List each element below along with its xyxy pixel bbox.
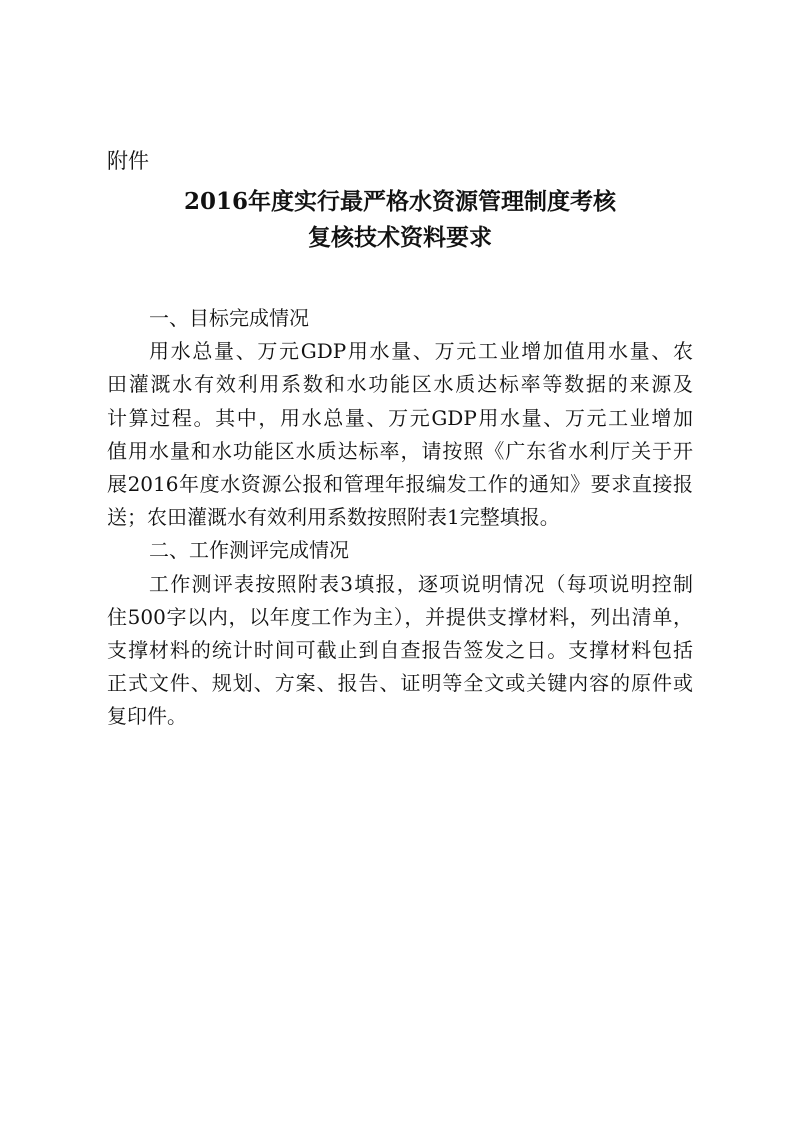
section-paragraph-targets [107,335,693,534]
paragraph-line: 送；农田灌溉水有效利用系数按照附表1完整填报。 [107,505,560,530]
paragraph-line: 田灌溉水有效利用系数和水功能区水质达标率等数据的来源及 [107,372,693,397]
title-line: 复核技术资料要求 [308,224,492,251]
paragraph-line: 正式文件、规划、方案、报告、证明等全文或关键内容的原件或 [107,671,693,696]
paragraph-line: 值用水量和水功能区水质达标率，请按照《广东省水利厅关于开 [107,438,693,463]
paragraph-line: 工作测评表按照附表3填报，逐项说明情况（每项说明控制 [149,571,693,596]
document-body [107,302,693,734]
paragraph-line: 复印件。 [107,704,187,729]
section-paragraph-evaluation [107,568,693,734]
attachment-label: 附件 [107,149,149,173]
paragraph-line: 用水总量、万元GDP用水量、万元工业增加值用水量、农 [149,339,693,364]
paragraph-line: 计算过程。其中，用水总量、万元GDP用水量、万元工业增加 [107,405,693,430]
paragraph-line: 支撑材料的统计时间可截止到自查报告签发之日。支撑材料包括 [107,638,693,663]
title-line: 2016年度实行最严格水资源管理制度考核 [183,188,616,215]
paragraph-line: 展2016年度水资源公报和管理年报编发工作的通知》要求直接报 [107,472,693,497]
paragraph-line: 住500字以内，以年度工作为主），并提供支撑材料，列出清单， [107,604,693,629]
section-heading-targets: 一、目标完成情况 [149,306,309,330]
section-heading-evaluation: 二、工作测评完成情况 [149,538,349,563]
document-title [100,184,700,256]
